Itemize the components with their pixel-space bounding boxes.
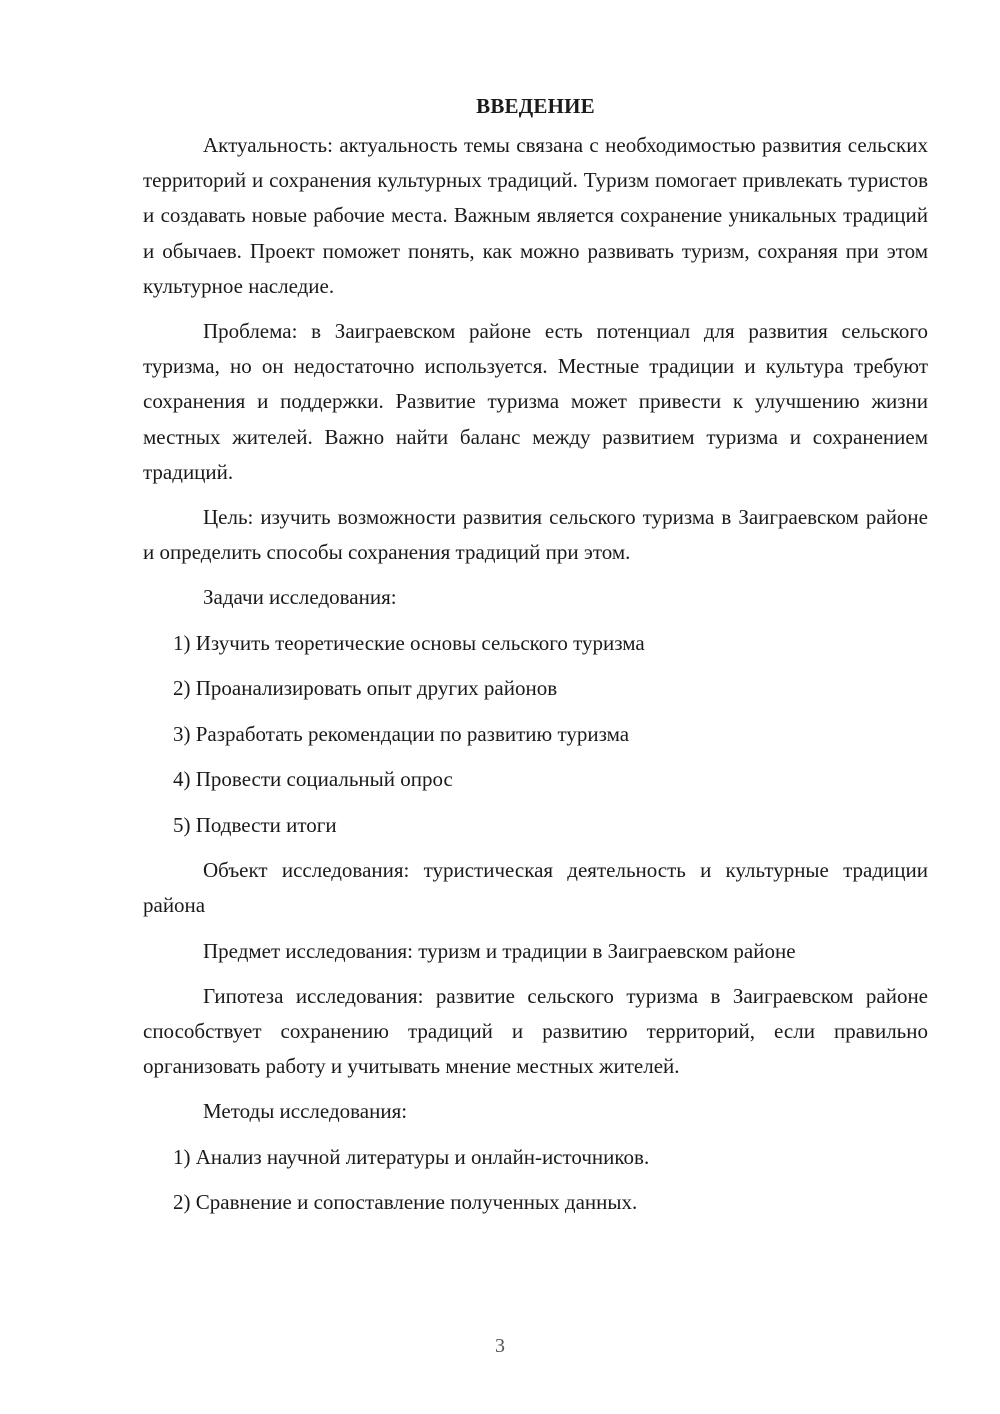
subject-paragraph: Предмет исследования: туризм и традиции в Заиграевском районе xyxy=(203,938,796,963)
hypothesis-paragraph: Гипотеза исследования: развитие сельского туризма в Заиграевском районе способствует сохранению традиций и развитию территорий, если правильно организовать работу и учитывать мнение местных жителей. xyxy=(143,983,928,1079)
document-page xyxy=(143,92,928,1231)
page-number: 3 xyxy=(495,1335,505,1357)
list-item: 1) Анализ научной литературы и онлайн-источников. xyxy=(173,1144,650,1169)
list-item: 4) Провести социальный опрос xyxy=(173,767,453,792)
tasks-list xyxy=(143,626,928,843)
list-item: 5) Подвести итоги xyxy=(173,812,337,837)
list-item: 2) Сравнение и сопоставление полученных данных. xyxy=(173,1190,638,1215)
relevance-paragraph: Актуальность: актуальность темы связана с необходимостью развития сельских территорий и сохранения культурных традиций. Туризм помогает привлекать туристов и создавать новые рабочие места. Важным является сохранение уникальных традиций и обычаев. Проект поможет понять, как можно развивать туризм, сохраняя при этом культурное наследие. xyxy=(143,133,928,298)
problem-paragraph: Проблема: в Заиграевском районе есть потенциал для развития сельского туризма, но он недостаточно используется. Местные традиции и культура требуют сохранения и поддержки. Развитие туризма может привести к улучшению жизни местных жителей. Важно найти баланс между развитием туризма и сохранением традиций. xyxy=(143,319,928,484)
list-item: 2) Проанализировать опыт других районов xyxy=(173,676,558,701)
list-item: 3) Разработать рекомендации по развитию туризма xyxy=(173,721,630,746)
object-paragraph: Объект исследования: туристическая деятельность и культурные традиции района xyxy=(143,858,928,918)
list-item: 1) Изучить теоретические основы сельского туризма xyxy=(173,630,645,655)
section-heading: ВВЕДЕНИЕ xyxy=(476,94,595,118)
goal-paragraph: Цель: изучить возможности развития сельского туризма в Заиграевском районе и определить способы сохранения традиций при этом. xyxy=(143,505,928,565)
methods-title: Методы исследования: xyxy=(203,1099,408,1124)
tasks-title: Задачи исследования: xyxy=(203,585,397,610)
methods-list xyxy=(143,1140,928,1221)
